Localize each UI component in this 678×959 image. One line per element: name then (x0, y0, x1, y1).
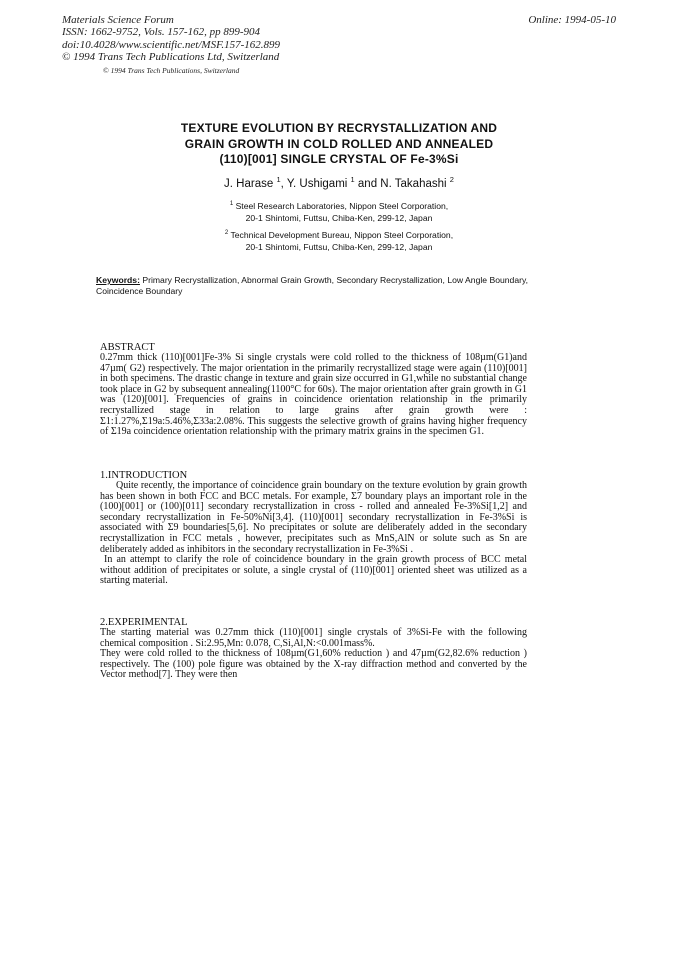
affiliation (100, 227, 578, 253)
affiliation-mark: 1 (350, 175, 355, 184)
affiliation-line: Steel Research Laboratories, Nippon Steel Corporation, (235, 200, 449, 211)
introduction-section (100, 470, 527, 587)
paragraph: Quite recently, the importance of coincidence grain boundary on the texture evolution by grain growth has been shown in both FCC and BCC metals. For example, Σ7 boundary plays an important role in the (100)[001] or (100)[011] secondary recrystallization in cross - rolled and annealed Fe-3%Si[1,2] and secondary recrystallization in Fe-50%Ni[3,4]. (110)[001] secondary recrystallization in Fe-3%Si is associated with Σ9 boundaries[5,6]. No precipitates or solute are deliberately added in the secondary recrystallization in FCC metals , however, precipitates such as MnS,AlN or solute such as Sn are deliberately added as inhibitors in the secondary recrystallization in Fe-3%Si . (100, 480, 527, 555)
section-heading: 2.EXPERIMENTAL (100, 617, 188, 628)
author-separator: , (280, 177, 287, 190)
title-line-2: GRAIN GROWTH IN COLD ROLLED AND ANNEALED (184, 136, 494, 151)
experimental-section (100, 617, 527, 681)
affiliation-line: Technical Development Bureau, Nippon Steel Corporation, (230, 229, 454, 240)
affiliation-mark: 1 (276, 175, 281, 184)
author-separator: and (354, 177, 381, 190)
copyright-line: © 1994 Trans Tech Publications Ltd, Switzerland (62, 51, 280, 64)
publication-header (62, 14, 280, 64)
keywords-text: Primary Recrystallization, Abnormal Grain Growth, Secondary Recrystallization, Low Angle Boundary, Coincidence Boundary (96, 275, 529, 297)
journal-name: Materials Science Forum (62, 14, 174, 26)
title-line-1: TEXTURE EVOLUTION BY RECRYSTALLIZATION AND (180, 121, 498, 135)
author-name: Y. Ushigami (286, 177, 348, 190)
author-name: J. Harase (224, 177, 274, 190)
section-heading: 1.INTRODUCTION (100, 470, 188, 481)
paragraph: The starting material was 0.27mm thick (110)[001] single crystals of 3%Si-Fe with the following chemical composition . Si:2.95,Mn: 0.078, C,Si,Al,N:<0.001mass%. (100, 627, 527, 649)
author-list (100, 175, 578, 190)
keywords-label: Keywords: (96, 275, 140, 285)
paragraph: In an attempt to clarify the role of coincidence boundary in the grain growth process of BCC metal without addition of precipitates or solute, a single crystal of (110)[001] oriented sheet was utilized as a starting material. (100, 554, 527, 587)
issn-line: ISSN: 1662-9752, Vols. 157-162, pp 899-904 (62, 26, 260, 39)
affiliation-mark: 2 (224, 230, 229, 236)
keywords (96, 275, 528, 297)
paragraph: They were cold rolled to the thickness of 108µm(G1,60% reduction ) and 47µm(G2,82.6% reduction ) respectively. The (100) pole figure was obtained by the X-ray diffraction method and converted by the Vector method[7]. They were then (100, 648, 527, 681)
affiliation-mark: 2 (449, 175, 454, 184)
affiliation-line: 20-1 Shintomi, Futtsu, Chiba-Ken, 299-12, Japan (245, 241, 433, 252)
title-line-3: (110)[001] SINGLE CRYSTAL OF Fe-3%Si (219, 152, 459, 166)
abstract-text: 0.27mm thick (110)[001]Fe-3% Si single crystals were cold rolled to the thickness of 108µm(G1)and 47µm( G2) respectively. The major orientation in the primarily recrystallized stage were again (110)[001] in both specimens. The drastic change in texture and grain size occurred in G1,while no substantial change took place in G2 by subsequent annealing(1100°C for 60s). The major orientation after grain growth in G1 was (120)[001]. Frequencies of grains in coincidence orientation relationship in the primarily recrystallized stage in relation to large grains after grain growth were : Σ1:1.27%,Σ19a:5.46%,Σ33a:2.08%. This suggests the selective growth of grains having higher frequency of Σ19a coincidence orientation relationship with the primary matrix grains in the specimen G1. (100, 352, 527, 438)
affiliation (100, 198, 578, 224)
abstract-section (100, 342, 527, 438)
affiliation-line: 20-1 Shintomi, Futtsu, Chiba-Ken, 299-12, Japan (245, 212, 433, 223)
doi-line: doi:10.4028/www.scientific.net/MSF.157-162.899 (62, 38, 281, 51)
affiliation-mark: 1 (229, 201, 234, 207)
paper-title (100, 121, 578, 168)
section-heading: ABSTRACT (100, 342, 155, 353)
online-date: Online: 1994-05-10 (528, 14, 616, 26)
author-name: N. Takahashi (380, 177, 447, 190)
publisher-copyright: © 1994 Trans Tech Publications, Switzerland (103, 66, 240, 75)
